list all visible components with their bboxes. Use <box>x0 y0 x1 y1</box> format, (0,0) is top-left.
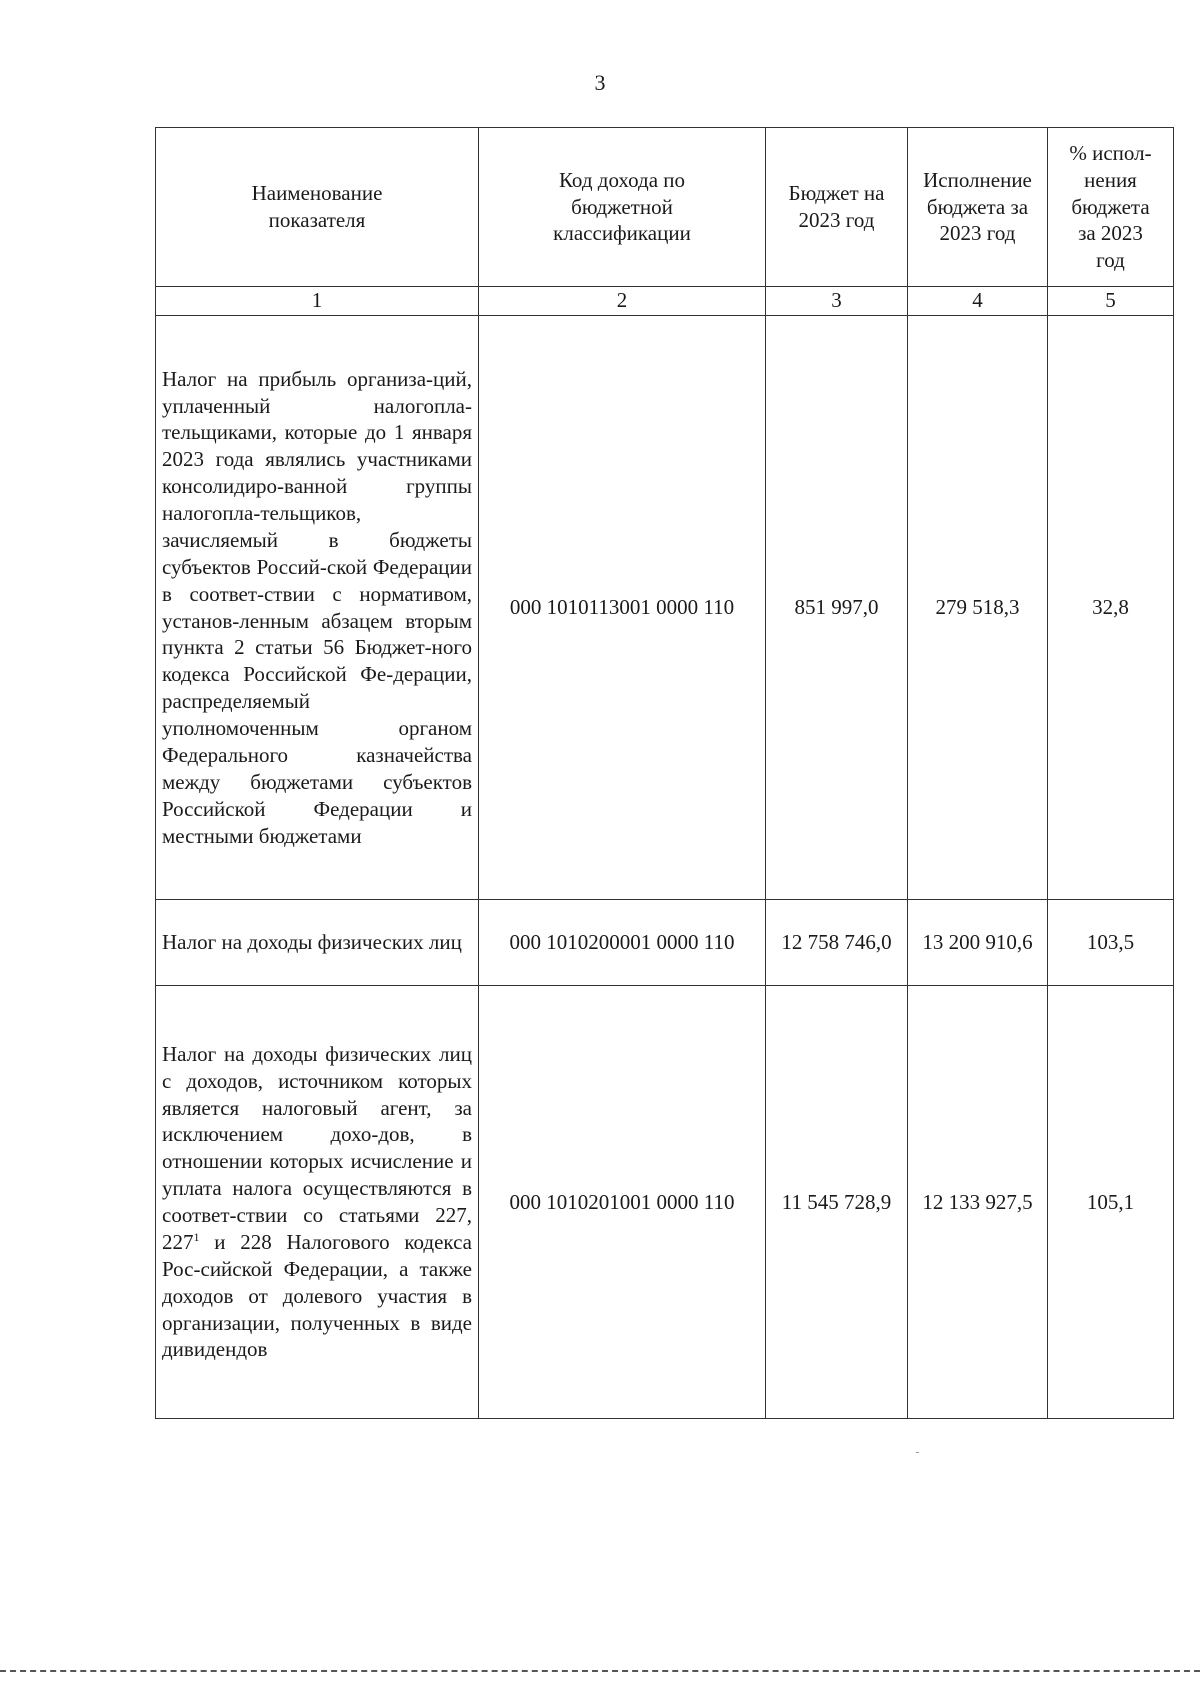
execution-percent: 32,8 <box>1048 316 1174 900</box>
income-code: 000 1010113001 0000 110 <box>479 316 766 900</box>
income-code: 000 1010200001 0000 110 <box>479 900 766 986</box>
execution-value: 279 518,3 <box>908 316 1048 900</box>
page-bottom-edge <box>0 1670 1200 1672</box>
indicator-name-part: и 228 Налогового кодекса Рос-сийской Федерации, а также доходов от долевого участия в организации, полученных в виде дивидендов <box>162 1229 472 1362</box>
table-header-row <box>156 128 1174 287</box>
budget-value: 851 997,0 <box>766 316 908 900</box>
header-execution-percent: % испол-нения бюджета за 2023 год <box>1048 128 1174 287</box>
scan-speck <box>916 1452 919 1453</box>
execution-percent: 105,1 <box>1048 986 1174 1419</box>
indicator-name-part: Налог на доходы физических лиц с доходов, источником которых является налоговый агент, за исключением дохо-дов, в отношении которых исчисление и уплата налога осуществляются в соответ-ствии со статьями 227, 227 <box>162 1041 472 1254</box>
indicator-name-text <box>162 1041 472 1364</box>
execution-value: 13 200 910,6 <box>908 900 1048 986</box>
column-number: 2 <box>479 287 766 316</box>
column-number: 4 <box>908 287 1048 316</box>
budget-value: 12 758 746,0 <box>766 900 908 986</box>
page-number: 3 <box>594 70 606 95</box>
indicator-name-text: Налог на доходы физических лиц <box>162 930 462 955</box>
indicator-name <box>156 986 479 1419</box>
indicator-name <box>156 900 479 986</box>
execution-percent: 103,5 <box>1048 900 1174 986</box>
column-number: 3 <box>766 287 908 316</box>
header-indicator-name: Наименование показателя <box>156 128 479 287</box>
budget-value: 11 545 728,9 <box>766 986 908 1419</box>
table-row <box>156 986 1174 1419</box>
budget-execution-table <box>155 127 1174 1419</box>
income-code: 000 1010201001 0000 110 <box>479 986 766 1419</box>
table-row <box>156 316 1174 900</box>
column-number: 5 <box>1048 287 1174 316</box>
indicator-name-text: Налог на прибыль организа-ций, уплаченный налогопла-тельщиками, которые до 1 января 2023 года являлись участниками консолидиро-ванной группы налогопла-тельщиков, зачисляемый в бюджеты субъектов Россий-ской Федерации в соответ-ствии с нормативом, установ-ленным абзацем вторым пункта 2 статьи 56 Бюджет-ного кодекса Российской Фе-дерации, распределяемый уполномоченным органом Федерального казначейства между бюджетами субъектов Российской Федерации и местными бюджетами <box>162 366 472 848</box>
indicator-name <box>156 316 479 900</box>
header-income-code: Код дохода по бюджетной классификации <box>479 128 766 287</box>
table-row <box>156 900 1174 986</box>
column-number-row <box>156 287 1174 316</box>
footnote-superscript: 1 <box>193 1229 200 1244</box>
column-number: 1 <box>156 287 479 316</box>
execution-value: 12 133 927,5 <box>908 986 1048 1419</box>
header-budget-2023: Бюджет на 2023 год <box>766 128 908 287</box>
header-execution-2023: Исполнение бюджета за 2023 год <box>908 128 1048 287</box>
